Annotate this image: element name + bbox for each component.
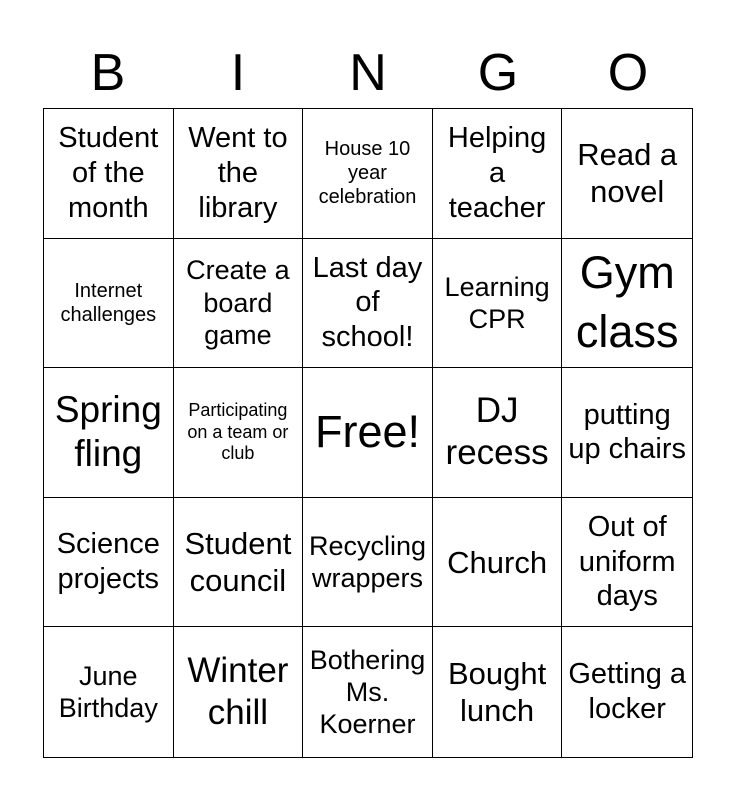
cell-label: Create a board game (186, 255, 290, 351)
bingo-cell-r1c5[interactable] (562, 109, 692, 239)
bingo-cell-r2c5[interactable] (562, 239, 692, 369)
bingo-cell-r1c3[interactable] (303, 109, 433, 239)
bingo-cell-r1c4[interactable] (433, 109, 563, 239)
cell-label: putting up chairs (568, 398, 687, 466)
bingo-cell-r3c4[interactable] (433, 368, 563, 498)
cell-label: Student of the month (58, 122, 159, 224)
bingo-cell-r3c1[interactable] (44, 368, 174, 498)
cell-label: Student council (184, 525, 292, 599)
cell-label: Learning CPR (444, 271, 550, 334)
header-letter-b: B (90, 44, 126, 102)
header-letter-g: G (477, 44, 519, 102)
bingo-cell-r5c4[interactable] (433, 627, 563, 757)
bingo-cell-r5c1[interactable] (44, 627, 174, 757)
bingo-header (43, 38, 693, 108)
cell-label: Getting a locker (568, 658, 687, 726)
bingo-board (43, 108, 693, 758)
bingo-cell-r3c5[interactable] (562, 368, 692, 498)
bingo-cell-r2c2[interactable] (174, 239, 304, 369)
cell-label: House 10 year celebration (318, 138, 417, 209)
bingo-cell-r4c1[interactable] (44, 498, 174, 628)
bingo-cell-r4c5[interactable] (562, 498, 692, 628)
free-space: Free! (314, 406, 420, 458)
bingo-cell-r5c3[interactable] (303, 627, 433, 757)
bingo-cell-r5c5[interactable] (562, 627, 692, 757)
bingo-cell-r1c1[interactable] (44, 109, 174, 239)
cell-label: Bothering Ms. Koerner (309, 644, 426, 740)
cell-label: Gym class (575, 247, 679, 357)
cell-label: Internet challenges (60, 279, 157, 326)
bingo-cell-r4c2[interactable] (174, 498, 304, 628)
cell-label: June Birthday (58, 660, 158, 724)
cell-label: Helping a teacher (447, 122, 547, 224)
bingo-cell-r3c2[interactable] (174, 368, 304, 498)
header-letter-n: N (349, 44, 387, 102)
bingo-cell-r2c3[interactable] (303, 239, 433, 369)
cell-label: Read a novel (577, 137, 678, 210)
cell-label: DJ recess (445, 391, 549, 473)
bingo-cell-r2c4[interactable] (433, 239, 563, 369)
cell-label: Bought lunch (447, 656, 547, 729)
cell-label: Went to the library (188, 122, 288, 224)
cell-label: Participating on a team or club (187, 400, 289, 464)
bingo-cell-r4c4[interactable] (433, 498, 563, 628)
bingo-cell-r3c3[interactable] (303, 368, 433, 498)
bingo-cell-r5c2[interactable] (174, 627, 304, 757)
header-letter-i: I (230, 44, 246, 102)
cell-label: Recycling wrappers (308, 530, 427, 594)
cell-label: Spring fling (54, 389, 162, 475)
cell-label: Science projects (56, 528, 160, 596)
bingo-cell-r2c1[interactable] (44, 239, 174, 369)
bingo-cell-r4c3[interactable] (303, 498, 433, 628)
header-letter-o: O (607, 44, 649, 102)
cell-label: Last day of school! (312, 251, 423, 354)
bingo-cell-r1c2[interactable] (174, 109, 304, 239)
cell-label: Winter chill (187, 651, 289, 733)
cell-label: Church (447, 544, 548, 580)
cell-label: Out of uniform days (578, 510, 676, 613)
